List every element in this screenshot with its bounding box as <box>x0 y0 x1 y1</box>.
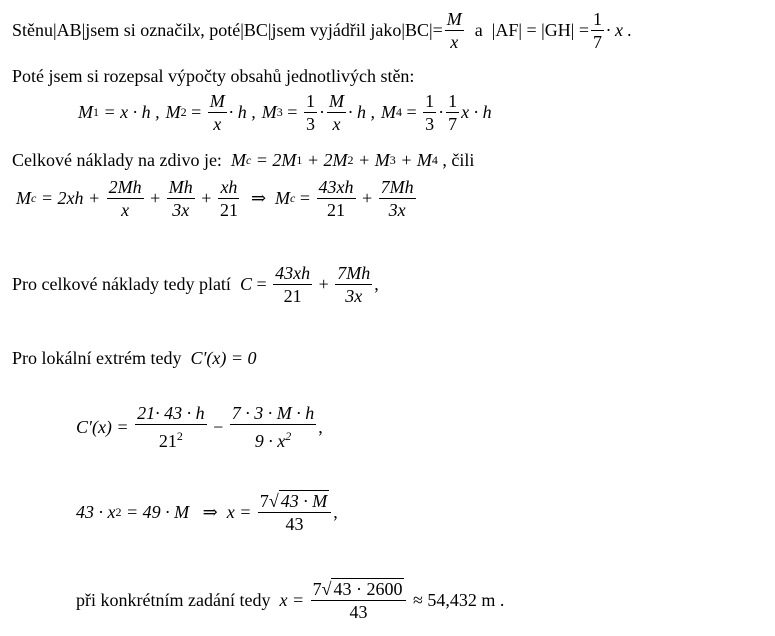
numerator: 21· 43 · h <box>137 403 205 423</box>
subscript: 3 <box>276 105 283 119</box>
numerator <box>258 490 331 513</box>
plus: + <box>145 188 165 208</box>
segment-af-gh: |AF| = |GH| = <box>491 20 590 40</box>
denominator: 3x <box>172 200 190 220</box>
numerator: M <box>328 91 344 111</box>
text: , poté <box>200 20 241 40</box>
text: 9 · x <box>254 431 286 451</box>
text: Celkové náklady na zdivo je: <box>12 150 231 170</box>
text-line-1 <box>12 8 632 53</box>
fraction <box>230 402 317 452</box>
expr: 43 · x <box>76 502 116 522</box>
numerator: 7Mh <box>380 177 414 197</box>
expr: · h , <box>347 102 375 122</box>
sqrt-sign: 7√ <box>312 579 332 599</box>
numerator: 7Mh <box>337 263 371 283</box>
fraction <box>273 262 312 307</box>
var-c: C <box>239 274 252 294</box>
denominator: 7 <box>593 32 603 52</box>
fraction <box>208 90 227 135</box>
text: Poté jsem si rozepsal výpočty obsahů jednotlivých stěn: <box>12 66 415 86</box>
segment-bc-2: |BC| <box>401 20 433 40</box>
text: · x . <box>606 20 633 40</box>
implies-arrow: ⇒ <box>241 188 276 208</box>
expr: = 2xh + <box>36 188 105 208</box>
text: 21 <box>158 431 177 451</box>
expr: · h , <box>228 102 256 122</box>
denominator: x <box>332 114 341 134</box>
numerator: M <box>446 9 462 29</box>
extremum-line <box>12 348 257 369</box>
text: při konkrétním zadání tedy <box>76 590 280 610</box>
result-line <box>76 578 504 623</box>
denominator: 21 <box>219 200 238 220</box>
equals: = <box>186 102 206 122</box>
subscript: 4 <box>431 153 438 167</box>
fraction-1-over-7 <box>591 8 604 53</box>
denominator: 3x <box>388 200 406 220</box>
cost-function-line <box>12 262 379 307</box>
numerator: 7 · 3 · M · h <box>231 403 315 423</box>
text: Pro celkové náklady tedy platí <box>12 274 240 294</box>
text-line-4 <box>12 150 474 171</box>
fraction <box>423 90 436 135</box>
segment-ab: |AB| <box>53 20 86 40</box>
dot: · <box>438 102 445 122</box>
fraction <box>317 176 356 221</box>
var-m4: M <box>380 102 396 122</box>
fraction <box>379 176 416 221</box>
subscript: 2 <box>180 105 187 119</box>
sqrt-sign: 7√ <box>259 491 279 511</box>
equals: = <box>401 102 422 122</box>
denominator: 43 <box>349 602 368 622</box>
equals: = <box>251 274 272 294</box>
fraction <box>311 578 407 623</box>
numerator: 1 <box>305 91 315 111</box>
subscript: c <box>245 153 252 167</box>
fraction <box>107 176 144 221</box>
numerator: 1 <box>425 91 435 111</box>
segment-bc: |BC| <box>240 20 272 40</box>
var-mc: M <box>16 188 31 208</box>
numerator: 43xh <box>318 177 354 197</box>
fraction <box>335 262 372 307</box>
radicand: 43 · 2600 <box>333 579 403 599</box>
expr: + 2M <box>302 150 348 170</box>
fraction <box>327 90 346 135</box>
numerator <box>311 578 407 601</box>
text: jsem vyjádřil jako <box>271 20 402 40</box>
text: , <box>318 416 323 437</box>
expr: x · h <box>461 102 492 122</box>
numerator: xh <box>220 177 238 197</box>
expr: + M <box>353 150 390 170</box>
plus: + <box>314 274 334 294</box>
expr: + M <box>395 150 432 170</box>
numerator: 1 <box>593 9 603 29</box>
fraction <box>446 90 459 135</box>
superscript: 2 <box>115 505 122 519</box>
numerator: 1 <box>448 91 458 111</box>
superscript: 2 <box>285 429 292 443</box>
var-mc: M <box>275 188 291 208</box>
var-m3: M <box>261 102 277 122</box>
solution-formula <box>76 490 338 535</box>
minus: − <box>208 416 228 437</box>
denominator: x <box>450 32 459 52</box>
subscript: 1 <box>296 153 303 167</box>
fraction <box>135 402 207 452</box>
denominator: 7 <box>448 114 458 134</box>
text: a <box>465 20 492 40</box>
expr: = 2M <box>251 150 297 170</box>
fraction <box>258 490 331 535</box>
total-cost-formula <box>16 176 418 221</box>
areas-formula-line <box>78 90 492 135</box>
numerator: Mh <box>168 177 193 197</box>
denominator: x <box>121 200 130 220</box>
denominator: 43 <box>285 514 304 534</box>
expr: C′(x) = <box>76 416 134 437</box>
text: Pro lokální extrém tedy <box>12 348 191 368</box>
var-mc: M <box>230 150 246 170</box>
subscript: 1 <box>93 105 99 119</box>
plus: + <box>196 188 216 208</box>
text: jsem si označil <box>85 20 193 40</box>
expr: x = <box>279 590 309 610</box>
dot: · <box>318 102 325 122</box>
numerator: M <box>209 91 225 111</box>
text: , <box>333 502 338 522</box>
superscript: 2 <box>176 429 183 443</box>
expr: = 49 · M ⇒ x = <box>121 502 256 522</box>
subscript: 2 <box>347 153 354 167</box>
subscript: c <box>290 191 296 205</box>
denominator: 21 <box>283 286 302 306</box>
derivative-formula <box>76 402 323 452</box>
text-line-2 <box>12 66 414 87</box>
denominator: x <box>213 114 222 134</box>
equals: = <box>295 188 315 208</box>
fraction <box>167 176 195 221</box>
subscript: 3 <box>389 153 396 167</box>
fraction <box>218 176 240 221</box>
text: , <box>374 274 379 294</box>
numerator: 2Mh <box>108 177 142 197</box>
fraction <box>304 90 317 135</box>
text: , čili <box>437 150 475 170</box>
text: Stěnu <box>12 20 54 40</box>
text: ≈ 54,432 m . <box>408 590 505 610</box>
var-m1: M <box>78 102 93 122</box>
equals: = <box>282 102 302 122</box>
expr: C′(x) = 0 <box>190 348 257 368</box>
radicand: 43 · M <box>280 491 328 511</box>
denominator: 3x <box>345 286 363 306</box>
denominator: 3 <box>425 114 435 134</box>
var-x: x <box>192 20 201 40</box>
denominator: 21 <box>327 200 346 220</box>
expr: = x · h , <box>99 102 160 122</box>
subscript: c <box>31 191 37 205</box>
equals: = <box>432 20 443 40</box>
denominator <box>157 425 185 452</box>
numerator: 43xh <box>275 263 311 283</box>
fraction-m-over-x <box>445 8 464 53</box>
denominator <box>253 425 294 452</box>
plus: + <box>357 188 377 208</box>
var-m2: M <box>165 102 181 122</box>
denominator: 3 <box>305 114 315 134</box>
subscript: 4 <box>395 105 402 119</box>
